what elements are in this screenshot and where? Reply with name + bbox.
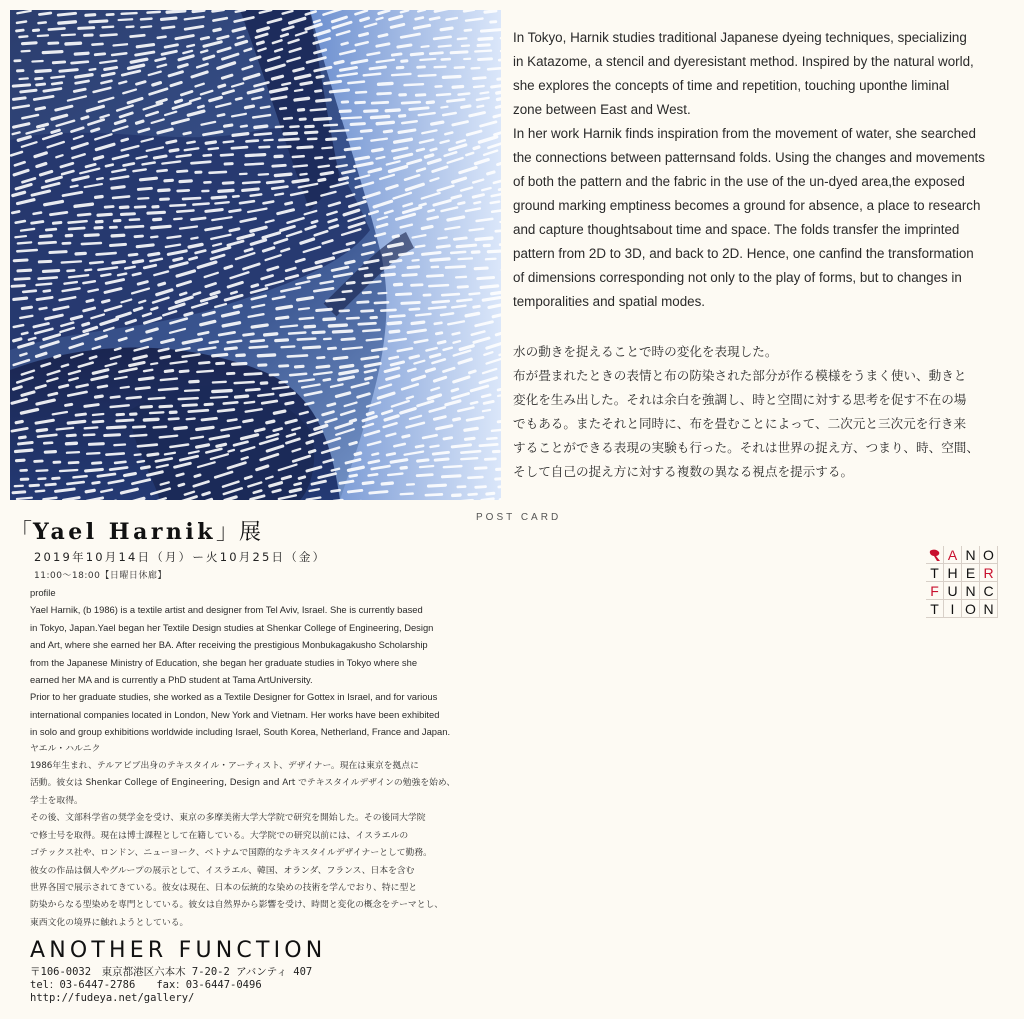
profile-line: international companies located in London, New York and Vietnam. Her works have been exhibited [30,708,440,720]
profile-jp-line: 東西文化の境界に触れようとしている。 [30,917,189,928]
profile-jp-line: 世界各国で展示されてきている。彼女は現在、日本の伝統的な染めの技術を学んでおり、特に型と [30,882,418,893]
artist-name: Yael Harnik [33,519,217,545]
intro-line: ground marking emptiness becomes a ground for absence, a place to research [513,198,981,213]
logo-letter: O [980,546,998,564]
gallery-phone: tel：03-6447-2786 fax：03-6447-0496 [30,979,262,991]
profile-jp-line: で修士号を取得。現在は博士課程として在籍している。大学院での研究以前には、イスラエルの [30,830,409,841]
logo-letter: N [962,546,980,564]
intro-japanese [513,340,1018,484]
exhibition-hours: 11:00〜18:00【日曜日休廊】 [34,571,167,581]
profile-jp-line: ゴテックス社や、ロンドン、ニューヨーク、ベトナムで国際的なテキスタイルデザイナーとして勤務。 [30,848,432,859]
profile-jp-line: 彼女の作品は個人やグループの展示として、イスラエル、韓国、オランダ、フランス、日本を含む [30,865,415,876]
logo-letter: E [962,564,980,582]
gallery-url[interactable]: http://fudeya.net/gallery/ [30,992,195,1004]
profile-line: in Tokyo, Japan.Yael began her Textile Design studies at Shenkar College of Engineering, Design [30,621,434,633]
logo-letter: F [926,582,944,600]
profile-line: from the Japanese Ministry of Education, she began her graduate studies in Tokyo where she [30,656,418,668]
logo-letter: U [944,582,962,600]
profile-line: Prior to her graduate studies, she worked as a Textile Designer for Gottex in Israel, and for various [30,691,438,703]
intro-jp-line: することができる表現の実験も行った。それは世界の捉え方、つまり、時、空間、 [513,440,979,455]
logo-letter: R [980,564,998,582]
profile-section [30,584,510,932]
brush-mark-icon [928,548,942,562]
logo-letter: H [944,564,962,582]
intro-line: in Katazome, a stencil and dyeresistant method. Inspired by the natural world, [513,54,974,69]
profile-line: in solo and group exhibitions worldwide including Israel, South Korea, Netherland, France and Japan. [30,726,451,738]
profile-line: earned her MA and is currently a PhD student at Tama ArtUniversity. [30,674,313,686]
gallery-name: ANOTHER FUNCTION [30,938,327,963]
intro-line: zone between East and West. [513,102,691,117]
fabric-photo [10,10,501,500]
logo-letter: I [944,600,962,618]
gallery-address: 〒106-0032 東京都港区六本木 7-20-2 アバンティ 407 [30,966,313,978]
logo-letter: O [962,600,980,618]
logo-letter: T [926,564,944,582]
intro-line: of both the pattern and the fabric in the use of the un-dyed area,the exposed [513,174,965,189]
intro-line: In her work Harnik finds inspiration from the movement of water, she searched [513,126,976,141]
profile-line: Yael Harnik, (b 1986) is a textile artist and designer from Tel Aviv, Israel. She is currently based [30,604,423,616]
intro-line: temporalities and spatial modes. [513,294,706,309]
exhibition-dates: 2019年10月14日（月）ー火10月25日（金） [34,550,327,564]
gallery-contact [30,966,312,1005]
title-close-bracket: 」展 [216,520,263,545]
logo-letter: A [944,546,962,564]
profile-heading: profile [30,587,56,598]
intro-line: of dimensions corresponding not only to the play of forms, but to changes in [513,270,962,285]
post-card-label: POST CARD [476,512,562,523]
fabric-illustration [10,10,501,500]
intro-jp-line: そして自己の捉え方に対する複数の異なる視点を提示する。 [513,464,854,479]
intro-jp-line: 水の動きを捉えることで時の変化を表現した。 [513,344,778,359]
profile-jp-line: 1986年生まれ、テルアビブ出身のテキスタイル・アーティスト、デザイナー。現在は東京を拠点に [30,761,419,772]
profile-jp-line: 防染からなる型染めを専門としている。彼女は自然界から影響を受け、時間と変化の概念をテーマとし、 [30,900,444,911]
title-open-bracket: 「 [10,520,34,545]
logo-letter: T [926,600,944,618]
another-function-logo [926,546,998,618]
logo-mark-icon [926,546,944,564]
intro-english [513,26,1018,314]
profile-line: and Art, where she earned her BA. After receiving the prestigious Monbukagakusho Scholarship [30,639,428,651]
logo-letter: C [980,582,998,600]
intro-line: she explores the concepts of time and repetition, touching uponthe liminal [513,78,950,93]
intro-jp-line: でもある。またそれと同時に、布を畳むことによって、二次元と三次元を行き来 [513,416,967,431]
intro-line: In Tokyo, Harnik studies traditional Japanese dyeing techniques, specializing [513,30,967,45]
profile-jp-line: その後、文部科学省の奨学金を受け、東京の多摩美術大学大学院で研究を開始した。その後同大学院 [30,813,426,824]
profile-jp-line: 活動。彼女は Shenkar College of Engineering, Design and Art でテキスタイルデザインの勉強を始め、 [30,778,456,789]
logo-letter: N [962,582,980,600]
exhibition-title [10,515,262,546]
intro-line: the connections between patternsand folds. Using the changes and movements [513,150,985,165]
logo-letter: N [980,600,998,618]
intro-jp-line: 変化を生み出した。それは余白を強調し、時と空間に対する思考を促す不在の場 [513,392,967,407]
intro-jp-line: 布が畳まれたときの表情と布の防染された部分が作る模様をうまく使い、動きと [513,368,967,383]
intro-line: pattern from 2D to 3D, and back to 2D. Hence, one canfind the transformation [513,246,974,261]
profile-jp-line: ヤエル・ハルニク [30,743,101,754]
profile-jp-line: 学士を取得。 [30,795,83,806]
intro-line: and capture thoughtsabout time and space. The folds transfer the imprinted [513,222,960,237]
